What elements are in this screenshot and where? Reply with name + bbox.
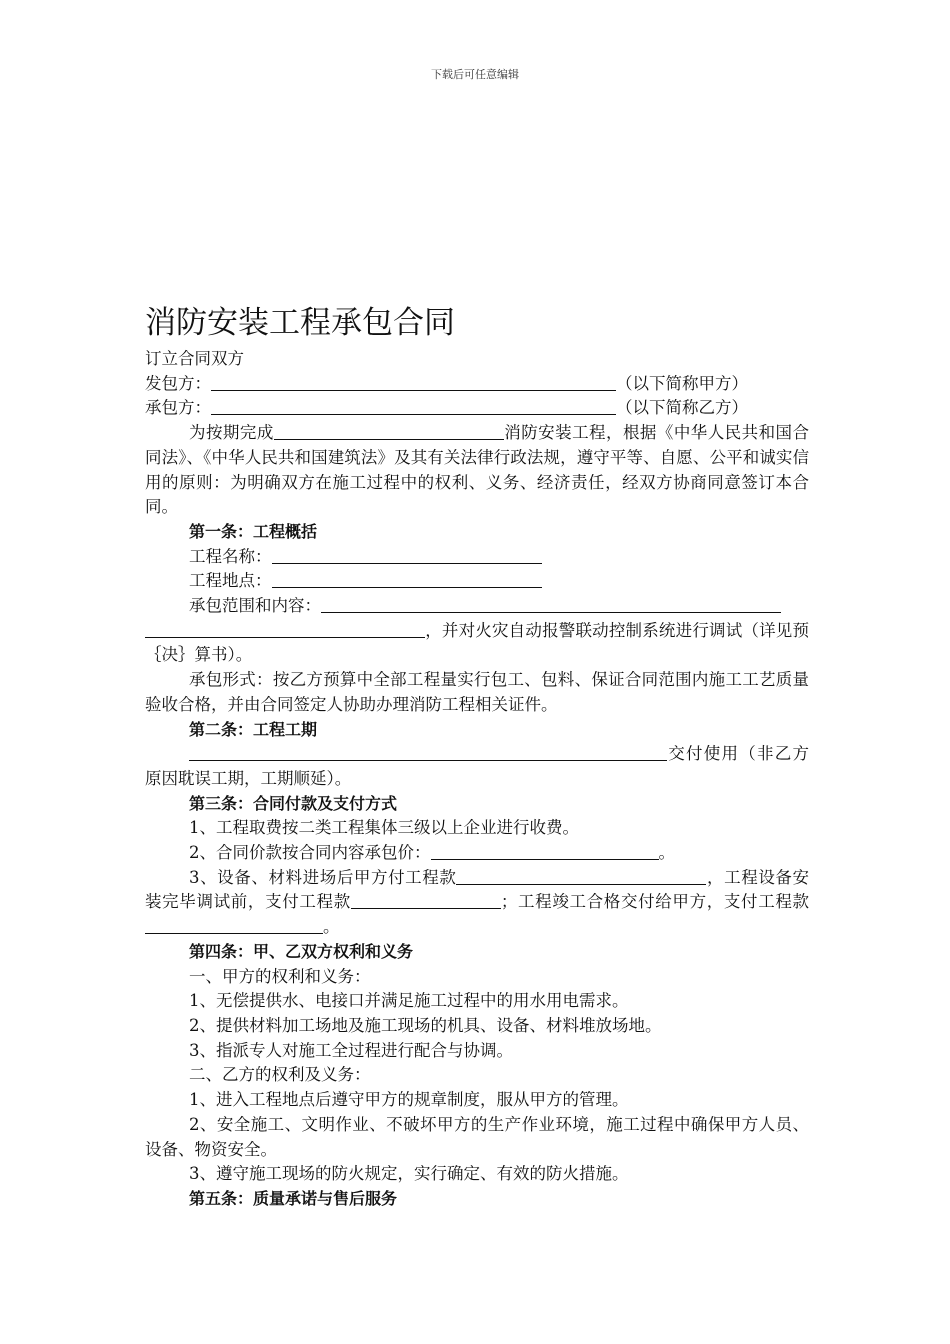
issuer-line [145, 372, 809, 397]
payment-item-3-d: 。 [323, 917, 340, 937]
party-b-item: 1、进入工程地点后遵守甲方的规章制度，服从甲方的管理。 [189, 1090, 629, 1110]
payment-item-3-b: ，工程设备安装完毕调试前，支付工程款 [145, 867, 809, 912]
scope-line [145, 594, 809, 619]
party-a-heading: 一、甲方的权利和义务： [189, 966, 371, 986]
intro-prefix: 为按期完成 [189, 423, 274, 443]
contract-body [145, 347, 809, 1212]
payment-blank-1 [456, 868, 706, 885]
party-b-item: 3、遵守施工现场的防火规定，实行确定、有效的防火措施。 [189, 1164, 629, 1184]
project-name-line [145, 545, 809, 570]
payment-item-3-c: ；工程竣工合格交付给甲方，支付工程款 [500, 892, 810, 912]
contractor-line [145, 396, 809, 421]
period-blank [189, 744, 667, 761]
payment-item-2 [145, 841, 809, 866]
party-a-item: 1、无偿提供水、电接口并满足施工过程中的用水用电需求。 [189, 991, 629, 1011]
project-location-label: 工程地点： [189, 571, 272, 591]
payment-item-3 [145, 866, 809, 940]
payment-item-3-a: 3、设备、材料进场后甲方付工程款 [189, 867, 457, 887]
project-name-blank [272, 547, 542, 564]
article1-heading: 第一条：工程概括 [189, 521, 318, 541]
scope-blank [321, 596, 781, 613]
project-location-line [145, 569, 809, 594]
article2-heading: 第二条：工程工期 [189, 719, 318, 739]
project-blank [274, 423, 504, 440]
scope-continuation [145, 619, 809, 668]
page-header: 下载后可任意编辑 [431, 68, 519, 81]
project-location-blank [272, 571, 542, 588]
contract-form: 承包形式：按乙方预算中全部工程量实行包工、包料、保证合同范围内施工工艺质量验收合格，并由合同签定人协助办理消防工程相关证件。 [145, 670, 809, 714]
scope-tail: ，并对火灾自动报警联动控制系统进行调试（详见预｛决｝算书）。 [145, 620, 809, 665]
scope-label: 承包范围和内容： [189, 596, 321, 616]
payment-item-2-prefix: 2、合同价款按合同内容承包价： [189, 843, 431, 863]
payment-blank-3 [145, 917, 323, 934]
contract-price-blank [431, 843, 659, 860]
issuer-label: 发包方： [145, 373, 211, 393]
project-name-label: 工程名称： [189, 546, 272, 566]
period-paragraph [145, 742, 809, 791]
party-a-item: 2、提供材料加工场地及施工现场的机具、设备、材料堆放场地。 [189, 1015, 662, 1035]
contractor-label: 承包方： [145, 398, 211, 418]
article4-heading: 第四条：甲、乙双方权利和义务 [189, 941, 414, 961]
article3-heading: 第三条：合同付款及支付方式 [189, 793, 398, 813]
intro-paragraph [145, 421, 809, 520]
payment-item-2-suffix: 。 [658, 843, 675, 863]
party-b-heading: 二、乙方的权利及义务： [189, 1065, 371, 1085]
contractor-suffix: （以下简称乙方） [616, 398, 748, 418]
payment-blank-2 [351, 892, 501, 909]
party-a-item: 3、指派专人对施工全过程进行配合与协调。 [189, 1040, 513, 1060]
period-text: 交付使用（非乙方原因耽误工期，工期顺延）。 [145, 744, 809, 788]
scope-blank-2 [145, 621, 425, 638]
contractor-blank [211, 398, 616, 415]
payment-item-1: 1、工程取费按二类工程集体三级以上企业进行收费。 [189, 818, 579, 838]
parties-heading: 订立合同双方 [145, 349, 244, 368]
document-title: 消防安装工程承包合同 [145, 304, 455, 341]
party-b-item: 2、安全施工、文明作业、不破坏甲方的生产作业环境，施工过程中确保甲方人员、设备、物资安全。 [145, 1114, 809, 1159]
intro-text: 消防安装工程，根据《中华人民共和国合同法》、《中华人民共和国建筑法》及其有关法律行政法规，遵守平等、自愿、公平和诚实信用的原则：为明确双方在施工过程中的权利、义务、经济责任，经双方协商同意签订本合同。 [145, 423, 810, 517]
issuer-suffix: （以下简称甲方） [616, 373, 748, 393]
issuer-blank [211, 374, 616, 391]
article5-heading: 第五条：质量承诺与售后服务 [189, 1188, 398, 1208]
